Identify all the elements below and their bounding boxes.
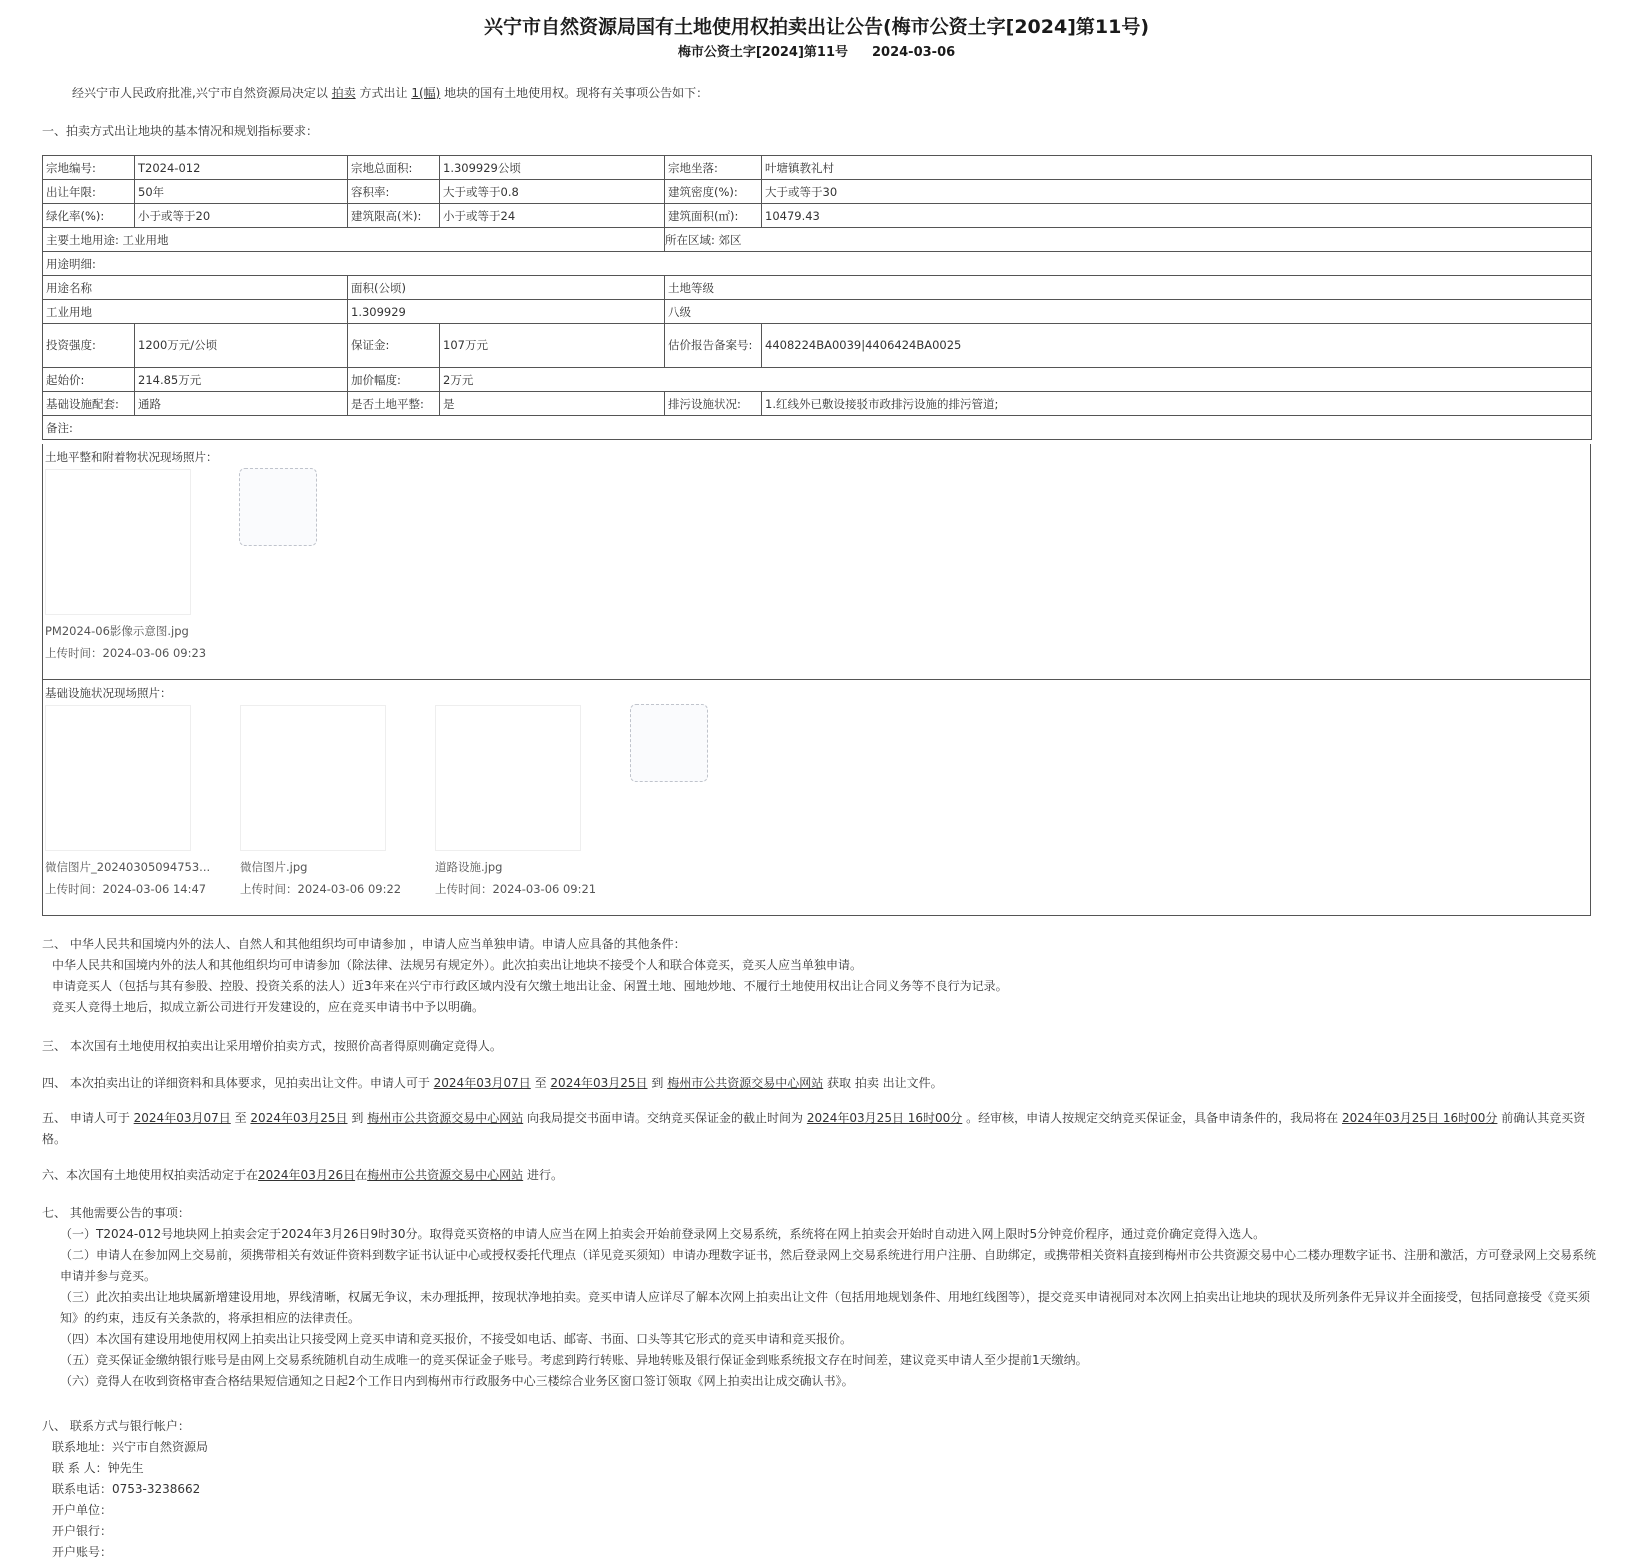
publish-date: 2024-03-06 <box>872 45 956 60</box>
building-area-value: 10479.43 <box>762 204 1592 228</box>
main-use-label: 主要土地用途: <box>46 232 119 247</box>
use-name-value: 工业用地 <box>43 300 348 324</box>
contact-line: 联 系 人：钟先生 <box>52 1461 144 1475</box>
term-label: 出让年限: <box>43 180 135 204</box>
table-row <box>43 368 1592 392</box>
s5-site-link[interactable]: 梅州市公共资源交易中心网站 <box>367 1111 524 1125</box>
area-label: 所在区域: <box>665 232 715 247</box>
section-4-text <box>42 1073 1602 1094</box>
plot-ratio-value: 大于或等于0.8 <box>440 180 665 204</box>
section-7-title: 七、 其他需要公告的事项： <box>42 1206 190 1220</box>
photo-file-name[interactable]: PM2024-06影像示意图.jpg <box>45 624 189 638</box>
deposit-label: 保证金: <box>348 324 440 368</box>
section-2-title: 二、 中华人民共和国境内外的法人、自然人和其他组织均可申请参加 ，申请人应当单独申请。申请人应具备的其他条件： <box>42 937 686 951</box>
s5-confirm-time: 2024年03月25日 16时00分 <box>1341 1111 1498 1125</box>
intro-paragraph <box>72 84 708 101</box>
section-5 <box>42 1108 1602 1150</box>
total-area-value: 1.309929公顷 <box>440 156 665 180</box>
infrastructure-photos-section <box>42 680 1591 916</box>
notice-title: 兴宁市自然资源局国有土地使用权拍卖出让公告(梅市公资土字[2024]第11号) <box>483 16 1150 38</box>
height-limit-label: 建筑限高(米): <box>348 204 440 228</box>
infrastructure-photos-label: 基础设施状况现场照片： <box>45 686 172 700</box>
table-row <box>43 204 1592 228</box>
photo-tile[interactable] <box>240 705 410 897</box>
section-7-item: （二）申请人在参加网上交易前，须携带相关有效证件资料到数字证书认证中心或授权委托代理点（详见竞买须知）申请办理数字证书，然后登录网上交易系统进行用户注册、自助绑定，或携带相关资料直接到梅州市公共资源交易中心二楼办理数字证书、注册和激活，方可登录网上交易系统申请并参与竞买。 <box>60 1248 1597 1283</box>
area-cell <box>665 228 1592 252</box>
s6-a: 六、本次国有土地使用权拍卖活动定于在 <box>42 1168 259 1182</box>
use-area-value: 1.309929 <box>348 300 665 324</box>
investment-value: 1200万元/公顷 <box>135 324 348 368</box>
section-6 <box>42 1165 1602 1186</box>
s4-date-start: 2024年03月07日 <box>433 1076 531 1090</box>
leveled-value: 是 <box>440 392 665 416</box>
upload-add-button[interactable] <box>239 468 317 546</box>
photo-tile[interactable] <box>45 469 215 661</box>
section-3 <box>42 1036 1602 1057</box>
table-row <box>43 156 1592 180</box>
section-4 <box>42 1073 1602 1094</box>
doc-number: 梅市公资土字[2024]第11号 <box>677 45 848 60</box>
section-7-item: （三）此次拍卖出让地块属新增建设用地，界线清晰，权属无争议，未办理抵押，按现状净地拍卖。竞买申请人应详尽了解本次网上拍卖出让文件（包括用地规划条件、用地红线图等），提交竞买申请视同对本次网上拍卖出让地块的现状及所列条件无异议并全面接受，包括同意接受《竞买须知》的约束，违反有关条款的，将承担相应的法律责任。 <box>60 1290 1591 1325</box>
section-8 <box>42 1416 1602 1563</box>
green-rate-value: 小于或等于20 <box>135 204 348 228</box>
section-2 <box>42 934 1602 1018</box>
table-row <box>43 300 1592 324</box>
land-grade-header: 土地等级 <box>665 276 1592 300</box>
table-row <box>43 180 1592 204</box>
table-row <box>43 228 1592 252</box>
main-use-cell <box>43 228 665 252</box>
section-2-line: 竞买人竞得土地后，拟成立新公司进行开发建设的，应在竞买申请书中予以明确。 <box>52 1000 485 1014</box>
contact-line: 联系电话：0753-3238662 <box>52 1482 201 1496</box>
s4-b: 获取 拍卖 出让文件。 <box>827 1076 943 1090</box>
sewage-value: 1.红线外已敷设接驳市政排污设施的排污管道; <box>762 392 1592 416</box>
building-density-value: 大于或等于30 <box>762 180 1592 204</box>
valuation-no-label: 估价报告备案号: <box>665 324 762 368</box>
s5-b: 向我局提交书面申请。交纳竞买保证金的截止时间为 <box>527 1111 804 1125</box>
photo-file-name[interactable]: 微信图片_20240305094753... <box>45 860 211 874</box>
remark-label: 备注: <box>43 416 1592 440</box>
section-2-line: 中华人民共和国境内外的法人和其他组织均可申请参加（除法律、法规另有规定外）。此次拍卖出让地块不接受个人和联合体竞买，竞买人应当单独申请。 <box>52 958 863 972</box>
use-name-header: 用途名称 <box>43 276 348 300</box>
s5-deadline: 2024年03月25日 16时00分 <box>806 1111 963 1125</box>
photo-thumbnail[interactable] <box>45 469 191 615</box>
table-row <box>43 324 1592 368</box>
s5-e: 前确认其竞买资格。 <box>42 1111 1586 1146</box>
section-7-item: （一）T2024-012号地块网上拍卖会定于2024年3月26日9时30分。取得竞买资格的申请人应当在网上拍卖会开始前登录网上交易系统，系统将在网上拍卖会开始时自动进入网上限时5分钟竞价程序，通过竞价确定竞得入选人。 <box>60 1227 1266 1241</box>
table-row <box>43 416 1592 440</box>
section-2-line: 申请竞买人（包括与其有参股、控股、投资关系的法人）近3年来在兴宁市行政区域内没有欠缴土地出让金、闲置土地、囤地炒地、不履行土地使用权出让合同义务等不良行为记录。 <box>52 979 1008 993</box>
s6-date: 2024年03月26日 <box>258 1168 356 1182</box>
s5-date-start: 2024年03月07日 <box>133 1111 231 1125</box>
table-row <box>43 392 1592 416</box>
s5-at: 到 <box>351 1111 364 1125</box>
contact-line: 开户银行： <box>52 1524 113 1538</box>
building-area-label: 建筑面积(㎡): <box>665 204 762 228</box>
increment-label: 加价幅度: <box>348 368 440 392</box>
contact-line: 开户账号： <box>52 1545 113 1559</box>
intro-mid: 方式出让 <box>359 86 408 100</box>
s5-c: 。经审核，申请人按规定交纳竞买保证金，具备申请条件的，我局将在 <box>966 1111 1339 1125</box>
contact-line: 联系地址：兴宁市自然资源局 <box>52 1440 209 1454</box>
photo-tile[interactable] <box>45 705 215 897</box>
main-use-value: 工业用地 <box>122 232 169 247</box>
photo-upload-time: 上传时间：2024-03-06 09:22 <box>240 882 402 896</box>
use-detail-label: 用途明细: <box>43 252 1592 276</box>
increment-value: 2万元 <box>440 368 1592 392</box>
start-price-value: 214.85万元 <box>135 368 348 392</box>
height-limit-value: 小于或等于24 <box>440 204 665 228</box>
section-3-text: 三、 本次国有土地使用权拍卖出让采用增价拍卖方式，按照价高者得原则确定竞得人。 <box>42 1039 502 1053</box>
land-photos-section <box>42 444 1591 680</box>
infrastructure-value: 通路 <box>135 392 348 416</box>
investment-label: 投资强度: <box>43 324 135 368</box>
s4-date-end: 2024年03月25日 <box>550 1076 648 1090</box>
plot-ratio-label: 容积率: <box>348 180 440 204</box>
use-area-header: 面积(公顷) <box>348 276 665 300</box>
parcel-table <box>42 155 1592 440</box>
area-value: 郊区 <box>718 232 742 247</box>
table-row <box>43 276 1592 300</box>
photo-upload-time: 上传时间：2024-03-06 14:47 <box>45 882 207 896</box>
building-density-label: 建筑密度(%): <box>665 180 762 204</box>
valuation-no-value: 4408224BA0039|4406424BA0025 <box>762 324 1592 368</box>
section-1-title: 一、拍卖方式出让地块的基本情况和规划指标要求： <box>42 124 319 138</box>
section-8-title: 八、 联系方式与银行帐户： <box>42 1419 190 1433</box>
s5-a: 五、 申请人可于 <box>42 1111 130 1125</box>
section-7-item: （五）竞买保证金缴纳银行账号是由网上交易系统随机自动生成唯一的竞买保证金子账号。考虑到跨行转账、异地转账及银行保证金到账系统报文存在时间差，建议竞买申请人至少提前1天缴纳。 <box>60 1353 1088 1367</box>
sewage-label: 排污设施状况: <box>665 392 762 416</box>
intro-method: 拍卖 <box>331 86 356 100</box>
land-photos-label: 土地平整和附着物状况现场照片： <box>45 450 218 464</box>
s4-site-link[interactable]: 梅州市公共资源交易中心网站 <box>667 1076 824 1090</box>
photo-thumbnail[interactable] <box>45 705 191 851</box>
s5-date-end: 2024年03月25日 <box>250 1111 348 1125</box>
section-6-text <box>42 1165 1602 1186</box>
s4-a: 四、 本次拍卖出让的详细资料和具体要求，见拍卖出让文件。申请人可于 <box>42 1076 430 1090</box>
s6-site-link[interactable]: 梅州市公共资源交易中心网站 <box>367 1168 524 1182</box>
s6-c: 进行。 <box>526 1168 563 1182</box>
leveled-label: 是否土地平整: <box>348 392 440 416</box>
intro-post: 地块的国有土地使用权。现将有关事项公告如下： <box>444 86 709 100</box>
s4-at: 到 <box>651 1076 664 1090</box>
s5-to: 至 <box>234 1111 247 1125</box>
photo-upload-time: 上传时间：2024-03-06 09:21 <box>435 882 597 896</box>
contact-line: 开户单位： <box>52 1503 113 1517</box>
start-price-label: 起始价: <box>43 368 135 392</box>
notice-subtitle <box>0 41 1633 60</box>
land-grade-value: 八级 <box>665 300 1592 324</box>
photo-file-name[interactable]: 道路设施.jpg <box>435 860 503 874</box>
table-row <box>43 252 1592 276</box>
location-label: 宗地坐落: <box>665 156 762 180</box>
section-7-item: （六）竞得人在收到资格审查合格结果短信通知之日起2个工作日内到梅州市行政服务中心三楼综合业务区窗口签订领取《网上拍卖出让成交确认书》。 <box>60 1374 854 1388</box>
parcel-id-label: 宗地编号: <box>43 156 135 180</box>
total-area-label: 宗地总面积: <box>348 156 440 180</box>
section-7 <box>42 1203 1602 1392</box>
location-value: 叶塘镇教礼村 <box>762 156 1592 180</box>
photo-upload-time: 上传时间：2024-03-06 09:23 <box>45 646 207 660</box>
green-rate-label: 绿化率(%): <box>43 204 135 228</box>
section-7-item: （四）本次国有建设用地使用权网上拍卖出让只接受网上竞买申请和竞买报价，不接受如电话、邮寄、书面、口头等其它形式的竞买申请和竞买报价。 <box>60 1332 853 1346</box>
photo-thumbnail[interactable] <box>240 705 386 851</box>
deposit-value: 107万元 <box>440 324 665 368</box>
intro-count: 1(幅) <box>411 86 441 100</box>
s6-b: 在 <box>355 1168 368 1182</box>
intro-pre: 经兴宁市人民政府批准,兴宁市自然资源局决定以 <box>72 86 328 100</box>
photo-file-name[interactable]: 微信图片.jpg <box>240 860 308 874</box>
parcel-id-value: T2024-012 <box>135 156 348 180</box>
section-5-text <box>42 1108 1602 1150</box>
infrastructure-label: 基础设施配套: <box>43 392 135 416</box>
upload-add-button[interactable] <box>630 704 708 782</box>
photo-thumbnail[interactable] <box>435 705 581 851</box>
term-value: 50年 <box>135 180 348 204</box>
photo-tile[interactable] <box>435 705 605 897</box>
s4-to: 至 <box>534 1076 547 1090</box>
